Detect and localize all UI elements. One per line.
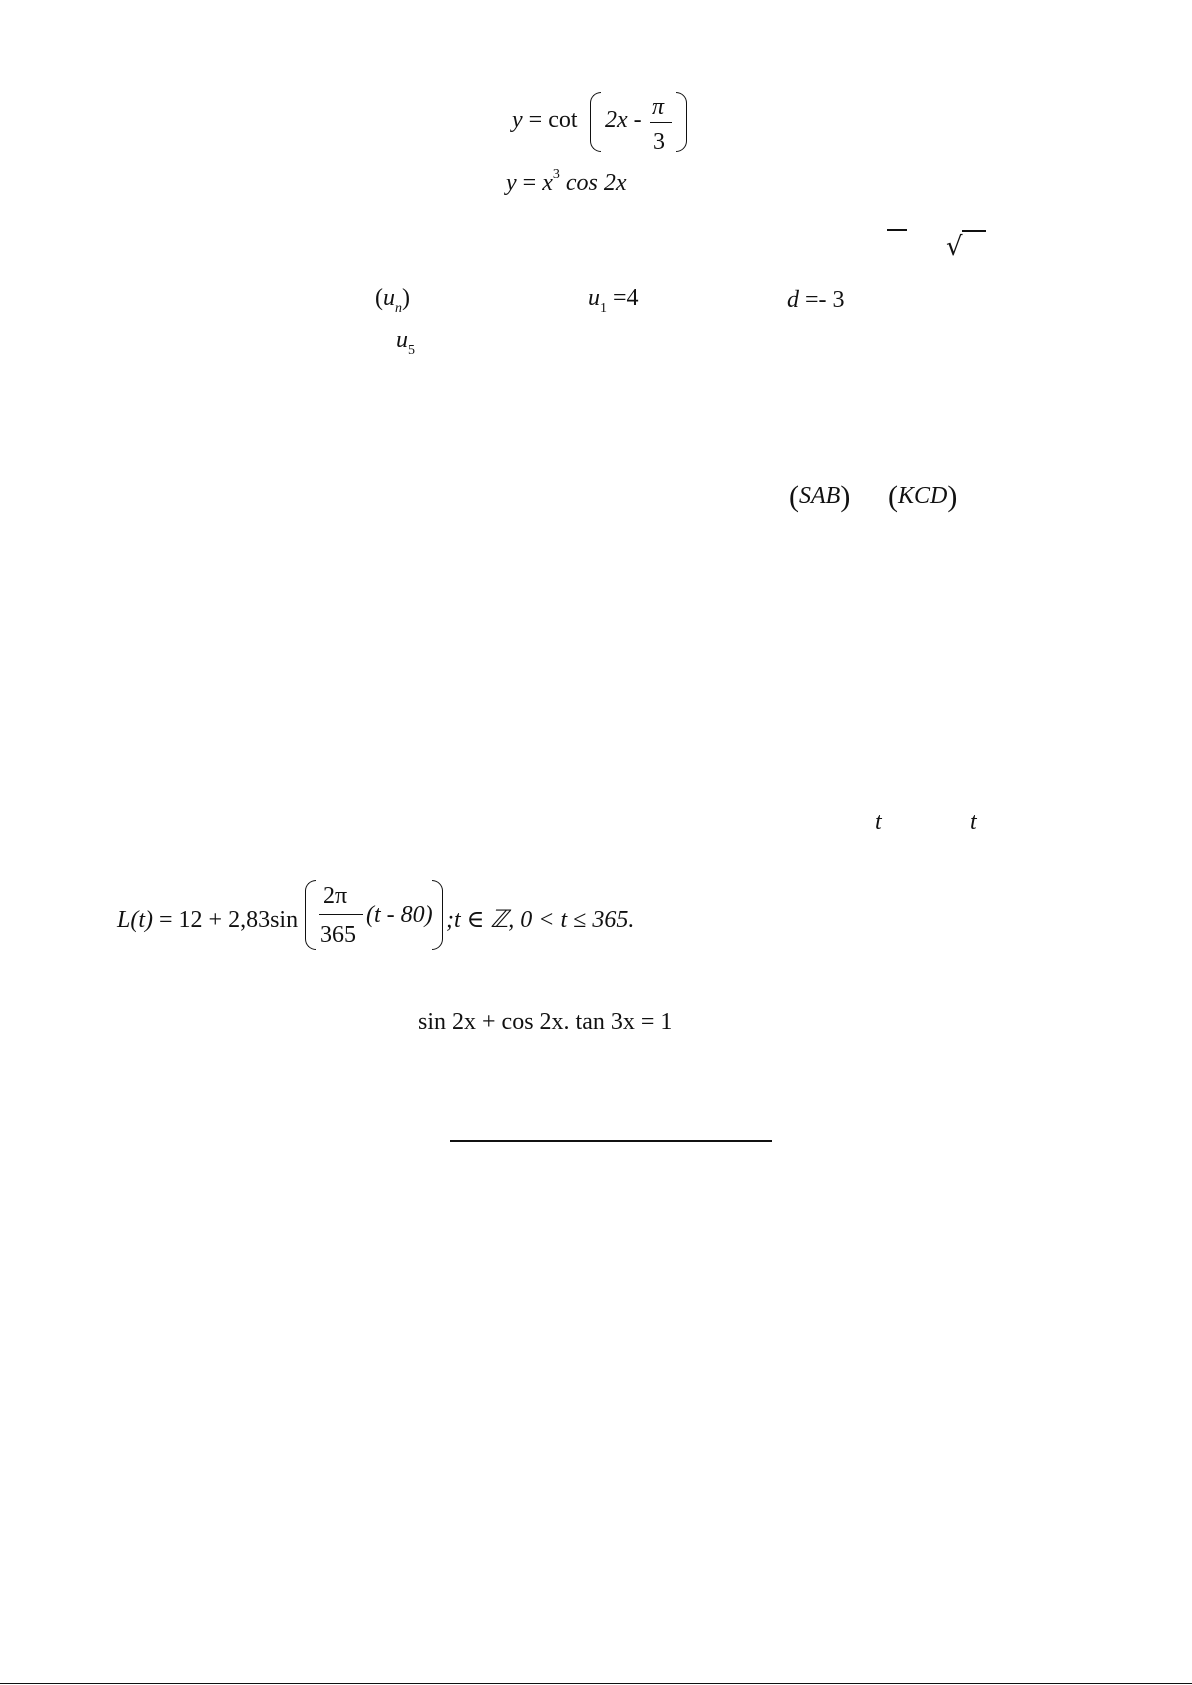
formula-daylight-numerator: 2π (323, 883, 348, 909)
formula-cot-fraction-bar (650, 122, 672, 123)
common-difference-d: d =- 3 (787, 287, 845, 313)
sequence-un: $(u_n)$ (375, 285, 410, 316)
formula-cot-left-paren (590, 92, 601, 152)
trig-equation: sin 2x + cos 2x. tan 3x = 1 (418, 1009, 673, 1035)
end-of-section-rule (450, 1140, 772, 1142)
formula-cot-lhs: y = cot (512, 107, 578, 133)
formula-daylight-denominator: 365 (320, 922, 356, 948)
formula-cot-numerator: π (652, 94, 665, 120)
formula-cot-denominator: 3 (653, 129, 665, 155)
formula-daylight-domain: ;t ∈ ℤ, 0 < t ≤ 365. (446, 907, 635, 933)
formula-daylight-lhs: L(t) = 12 + 2,83sin (117, 907, 299, 933)
variable-t-first: t (875, 809, 882, 835)
plane-sab: (SAB) (789, 480, 851, 513)
formula-daylight-right-paren (432, 880, 443, 950)
radical-vinculum (962, 230, 986, 232)
formula-daylight-fraction-bar (319, 914, 363, 915)
formula-daylight-left-paren (305, 880, 316, 950)
formula-daylight-argument: (t - 80) (366, 902, 433, 928)
formula-x-cubed-cos: $y = x^3$ cos 2x (506, 167, 627, 196)
formula-cot-right-paren (676, 92, 687, 152)
formula-cot-inner: 2x - (605, 107, 642, 133)
overline-fragment (887, 229, 907, 231)
plane-kcd: (KCD) (888, 480, 958, 513)
first-term-u1: $u_1 =4$ (588, 285, 639, 316)
variable-t-second: t (970, 809, 977, 835)
page-bottom-rule (0, 1683, 1192, 1684)
term-u5: $u_5$ (396, 327, 415, 358)
radical-sign: √ (946, 232, 963, 262)
